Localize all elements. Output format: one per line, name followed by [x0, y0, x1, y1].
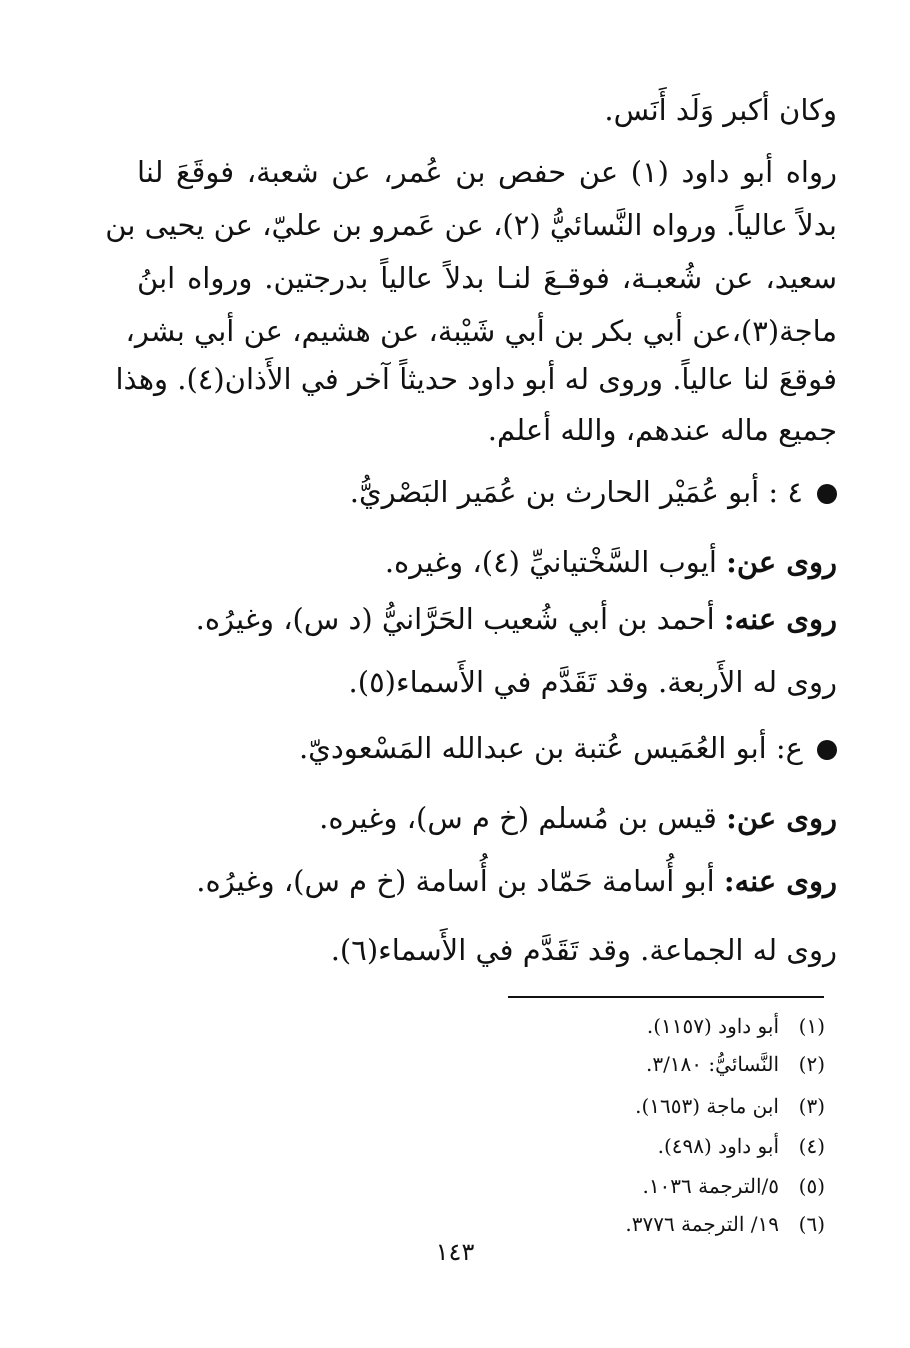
paragraph-line-1: رواه أبو داود (١) عن حفص بن عُمر، عن شعبة، فوقَعَ لنا [137, 155, 837, 189]
footnote-1-number: (١) [798, 1014, 825, 1038]
entry2-by-label: روى عنه: [723, 864, 837, 898]
entry2-heading-text: ع: أبو العُمَيس عُتبة بن عبدالله المَسْعوديّ. [298, 731, 803, 765]
footnote-3 [325, 1092, 825, 1120]
footnote-6 [325, 1210, 825, 1238]
entry1-from-label: روى عن: [726, 545, 837, 579]
paragraph-line-6: جميع ماله عندهم، والله أعلم. [487, 413, 837, 447]
footnote-3-number: (٣) [798, 1094, 825, 1118]
paragraph-line-5: فوقعَ لنا عالياً. وروى له أبو داود حديثاً آخر في الأَذان(٤). وهذا [115, 362, 837, 396]
entry1-by-text: أحمد بن أبي شُعيب الحَرَّانيُّ (د س)، وغيرُه. [195, 602, 715, 636]
footnote-4 [325, 1132, 825, 1160]
entry1-heading [137, 470, 837, 514]
footnote-2-text: النَّسائيُّ: ٣/١٨٠. [645, 1052, 779, 1076]
bullet-icon [817, 740, 837, 760]
footnote-1 [325, 1012, 825, 1040]
entry1-note: روى له الأَربعة. وقد تَقَدَّم في الأَسماء(٥). [348, 665, 837, 699]
footnote-5-number: (٥) [798, 1174, 825, 1198]
entry2-by-text: أبو أُسامة حَمّاد بن أُسامة (خ م س)، وغيرُه. [196, 864, 715, 898]
entry2-narrated-from [137, 796, 837, 840]
paragraph-line-2: بدلاً عالياً. ورواه النَّسائيُّ (٢)، عن عَمرو بن عليّ، عن يحيى بن [105, 208, 837, 242]
entry1-narrated-by [137, 597, 837, 641]
footnote-2 [325, 1050, 825, 1078]
footnote-5-text: ٥/الترجمة ١٠٣٦. [642, 1174, 779, 1198]
entry2-heading [137, 726, 837, 770]
bullet-icon [817, 484, 837, 504]
entry2-from-text: قيس بن مُسلم (خ م س)، وغيره. [319, 801, 717, 835]
entry2-narrated-by [137, 859, 837, 903]
footnote-4-number: (٤) [798, 1134, 825, 1158]
footnote-3-text: ابن ماجة (١٦٥٣). [635, 1094, 779, 1118]
entry1-by-label: روى عنه: [723, 602, 837, 636]
footnote-4-text: أبو داود (٤٩٨). [657, 1134, 779, 1158]
footnote-6-text: ١٩/ الترجمة ٣٧٧٦. [625, 1212, 779, 1236]
footnote-2-number: (٢) [798, 1052, 825, 1076]
page-number: ١٤٣ [435, 1238, 475, 1266]
opening-line: وكان أكبر وَلَد أَنَس. [604, 93, 837, 127]
entry1-from-text: أيوب السَّخْتيانيِّ (٤)، وغيره. [384, 545, 717, 579]
paragraph-line-4: ماجة(٣)،عن أبي بكر بن أبي شَيْبة، عن هشيم، عن أبي بشر، [125, 314, 837, 348]
footnote-separator [508, 996, 824, 998]
entry2-note: روى له الجماعة. وقد تَقَدَّم في الأَسماء(٦). [330, 933, 837, 967]
entry1-narrated-from [137, 540, 837, 584]
footnote-1-text: أبو داود (١١٥٧). [646, 1014, 779, 1038]
footnote-6-number: (٦) [798, 1212, 825, 1236]
footnote-5 [325, 1172, 825, 1200]
entry2-from-label: روى عن: [726, 801, 837, 835]
entry1-heading-text: ٤ : أبو عُمَيْر الحارث بن عُمَير البَصْريُّ. [349, 475, 803, 509]
paragraph-line-3: سعيد، عن شُعبـة، فوقـعَ لنـا بدلاً عالياً بدرجتين. ورواه ابنُ [137, 261, 837, 295]
